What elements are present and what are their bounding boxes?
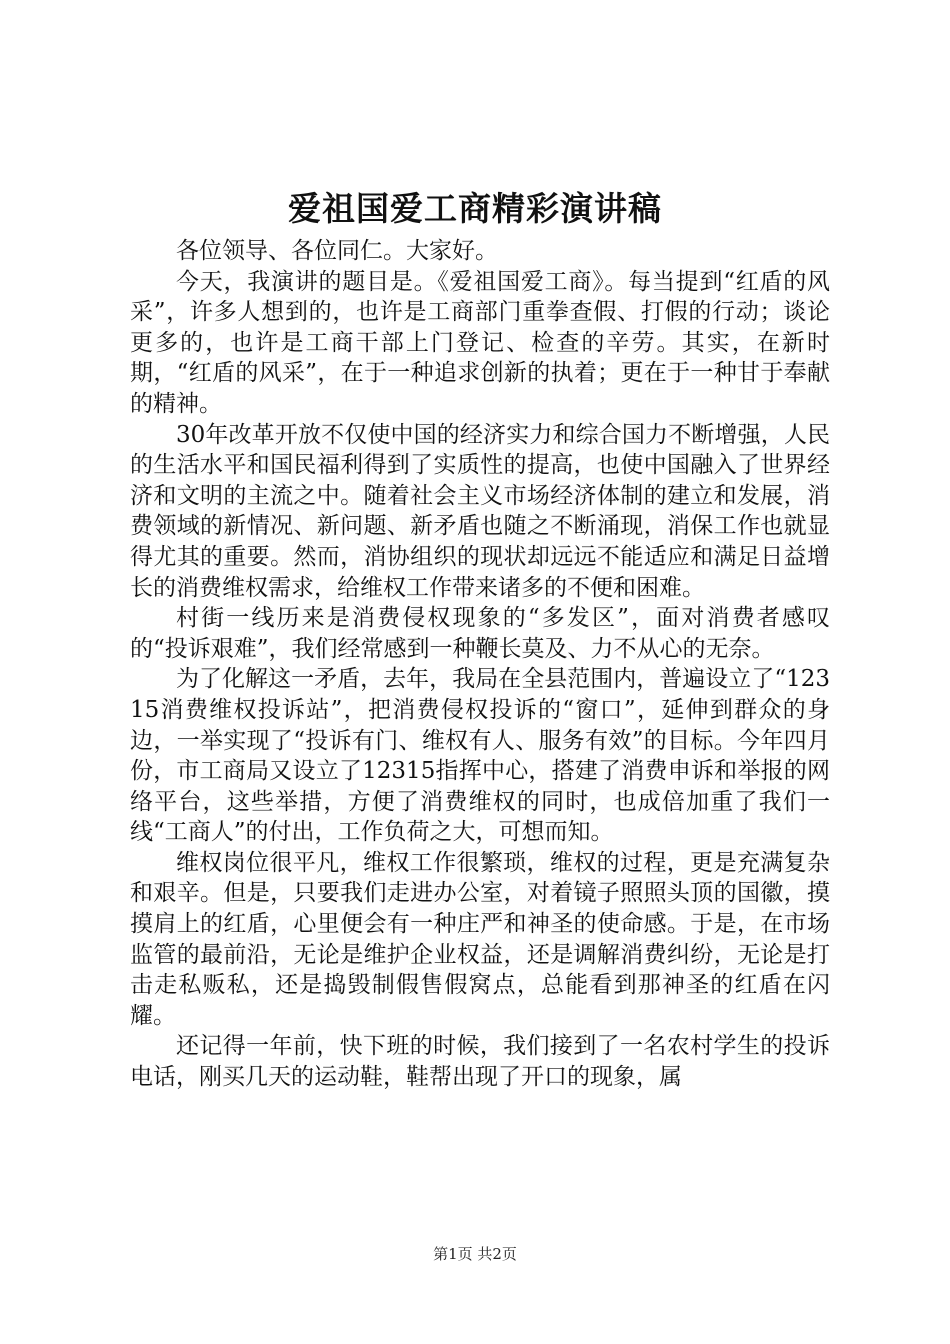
document-body: [130, 236, 830, 1093]
paragraph: 30年改革开放不仅使中国的经济实力和综合国力不断增强，人民的生活水平和国民福利得到了实质性的提高，也使中国融入了世界经济和文明的主流之中。随着社会主义市场经济体制的建立和发展，消费领域的新情况、新问题、新矛盾也随之不断涌现，消保工作也就显得尤其的重要。然而，消协组织的现状却远远不能适应和满足日益增长的消费维权需求，给维权工作带来诸多的不便和困难。: [130, 421, 830, 601]
document-title: 爱祖国爱工商精彩演讲稿: [288, 189, 662, 228]
paragraph-greeting: 各位领导、各位同仁。大家好。: [176, 238, 498, 264]
paragraph: 村街一线历来是消费侵权现象的“多发区”，面对消费者感叹的“投诉艰难”，我们经常感到一种鞭长莫及、力不从心的无奈。: [130, 605, 830, 662]
paragraph: 为了化解这一矛盾，去年，我局在全县范围内，普遍设立了“12315消费维权投诉站”，把消费侵权投诉的“窗口”，延伸到群众的身边，一举实现了“投诉有门、维权有人、服务有效”的目标。今年四月份，市工商局又设立了12315指挥中心，搭建了消费申诉和举报的网络平台，这些举措，方便了消费维权的同时，也成倍加重了我们一线“工商人”的付出，工作负荷之大，可想而知。: [130, 666, 830, 846]
paragraph: 今天，我演讲的题目是。《爱祖国爱工商》。每当提到“红盾的风采”，许多人想到的，也许是工商部门重拳查假、打假的行动；谈论更多的，也许是工商干部上门登记、检查的辛劳。其实，在新时期，“红盾的风采”，在于一种追求创新的执着；更在于一种甘于奉献的精神。: [130, 268, 830, 417]
paragraph: 还记得一年前，快下班的时候，我们接到了一名农村学生的投诉电话，刚买几天的运动鞋，鞋帮出现了开口的现象，属: [130, 1033, 830, 1091]
page-footer: 第1页 共2页: [433, 1245, 517, 1263]
paragraph: 维权岗位很平凡，维权工作很繁琐，维权的过程，更是充满复杂和艰辛。但是，只要我们走进办公室，对着镜子照照头顶的国徽，摸摸肩上的红盾，心里便会有一种庄严和神圣的使命感。于是，在市场监管的最前沿，无论是维护企业权益，还是调解消费纠纷，无论是打击走私贩私，还是捣毁制假售假窝点，总能看到那神圣的红盾在闪耀。: [130, 849, 830, 1029]
